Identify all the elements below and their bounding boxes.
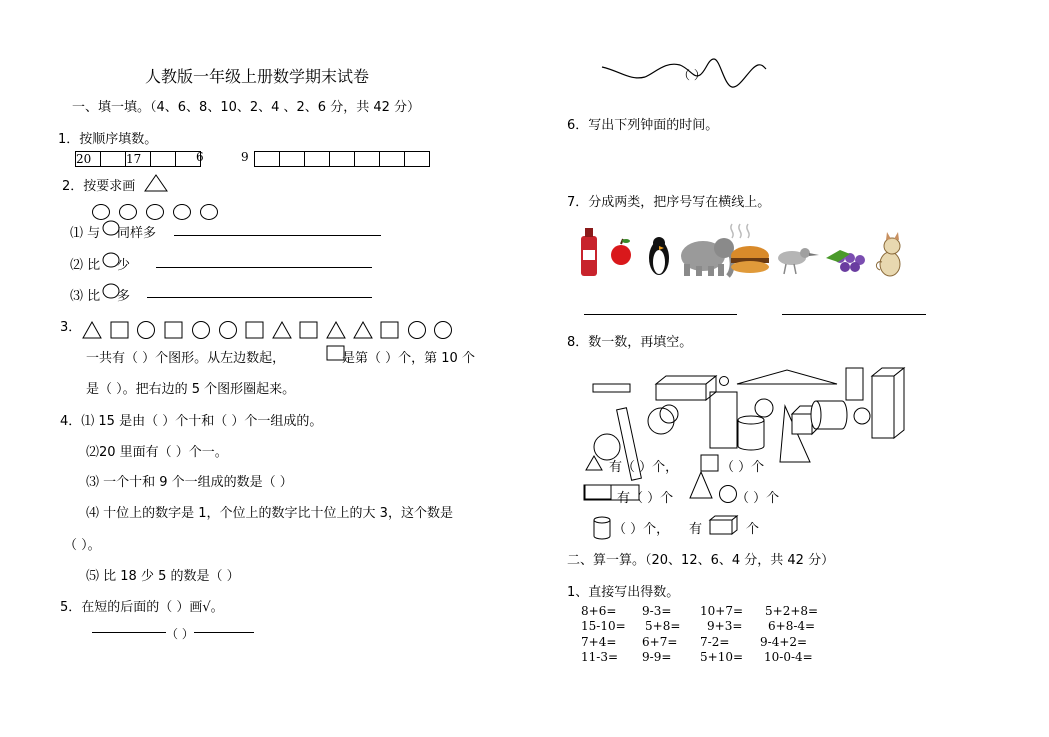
page-title: 人教版一年级上册数学期末试卷 (145, 67, 370, 86)
calc-item: 5+2+8= (765, 604, 819, 618)
triangle-icon (690, 472, 712, 498)
calc-item: 5+10= (700, 650, 744, 664)
calc-item: 15-10= (581, 619, 626, 633)
calc-item: 7+4= (581, 635, 617, 649)
grid-cell: 20 (76, 152, 101, 167)
question-4-2: ⑵20 里面有（ ）个一。 (86, 445, 228, 460)
square-icon (111, 322, 128, 338)
circle-icon (648, 408, 674, 434)
small-circle-icon (854, 408, 870, 424)
q7-pictures (578, 222, 908, 280)
q2-3-label-a: ⑶ 比 (70, 289, 101, 304)
section-1-heading: 一、填一填。（4、6、8、10、2、4 、2、6 分，共 42 分） (72, 100, 421, 115)
bird-icon (778, 248, 819, 274)
answer-line[interactable] (147, 297, 372, 298)
cylinder-icon (738, 416, 764, 450)
rectangle-icon (593, 384, 630, 392)
triangle-icon (585, 455, 605, 471)
circle-icon (147, 205, 164, 220)
calc-item: 10-0-4= (764, 650, 813, 664)
answer-line-category-2[interactable] (782, 314, 926, 315)
grid-cell[interactable] (380, 152, 405, 167)
q5-answer-paren[interactable]: （ ） (166, 627, 194, 641)
circle-icon (220, 322, 237, 339)
question-4-4-cont: （ ）。 (64, 538, 101, 553)
answer-line[interactable] (156, 267, 372, 268)
number-grid-right (254, 151, 430, 167)
grid-cell[interactable] (255, 152, 280, 167)
calc-item: 7-2= (700, 635, 730, 649)
q8-shapes-figure (580, 362, 910, 542)
rectangle-icon (584, 483, 614, 501)
ketchup-bottle-icon (581, 228, 597, 276)
question-1: 1．按顺序填数。 (58, 132, 158, 147)
q8-row3-b: 有 (689, 522, 703, 537)
square-icon (381, 322, 398, 338)
grid-cell[interactable] (280, 152, 305, 167)
triangle-icon (273, 322, 291, 338)
question-5: 5．在短的后面的（ ）画√。 (60, 600, 224, 615)
grid-number-9: 9 (241, 150, 249, 164)
lying-cylinder-icon (811, 401, 847, 429)
cuboid-icon (656, 376, 716, 400)
q8-row3-a: （ ）个， (613, 522, 670, 537)
grid-cell[interactable] (151, 152, 176, 167)
q8-row1-b: （ ）个 (721, 460, 765, 475)
elephant-icon (681, 238, 734, 276)
question-6: 6．写出下列钟面的时间。 (567, 118, 719, 133)
circle-icon (93, 205, 110, 220)
q2-2-label-a: ⑵ 比 (70, 258, 101, 273)
section-2-heading: 二、算一算。（20、12、6、4 分，共 42 分） (567, 553, 835, 568)
circle-icon (201, 205, 218, 220)
grid-cell: 17 (126, 152, 151, 167)
triangle-icon (327, 322, 345, 338)
flat-triangle-icon (737, 370, 837, 384)
q2-1-label-b: 同样多 (117, 226, 157, 241)
grid-number-6: 6 (196, 150, 204, 164)
square-icon (246, 322, 263, 338)
calc-item: 9-3= (642, 604, 672, 618)
question-7: 7．分成两类，把序号写在横线上。 (567, 195, 771, 210)
q8-row3-c: 个 (746, 522, 760, 537)
answer-line[interactable] (174, 235, 381, 236)
question-4-3: ⑶ 一个十和 9 个一组成的数是（ ） (86, 475, 293, 490)
calc-item: 9-4+2= (760, 635, 808, 649)
circle-icon (138, 322, 155, 339)
circle-icon (193, 322, 210, 339)
triangle-icon (144, 174, 168, 192)
small-circle-icon (720, 377, 729, 386)
cylinder-icon (592, 515, 614, 541)
circle-icon (435, 322, 452, 339)
q2-2-label-b: 少 (117, 258, 131, 273)
number-grid-left (75, 151, 201, 167)
question-4-5: ⑸ 比 18 少 5 的数是（ ） (86, 569, 240, 584)
answer-line-category-1[interactable] (584, 314, 737, 315)
calc-item: 5+8= (645, 619, 681, 633)
q8-row2-a: 有（ ）个 (617, 491, 674, 506)
q3-line2: 是（ ）。把右边的 5 个图形圈起来。 (86, 382, 296, 397)
grid-cell[interactable] (405, 152, 430, 167)
penguin-icon (649, 237, 669, 275)
tall-rectangle-icon (710, 392, 737, 448)
tall-rectangle-icon (846, 368, 863, 400)
q8-row1-a: 有（ ）个， (609, 460, 679, 475)
calc-title: 1、直接写出得数。 (567, 585, 680, 600)
calc-item: 11-3= (581, 650, 619, 664)
grapes-icon (826, 250, 865, 272)
triangle-icon (354, 322, 372, 338)
circle-icon (174, 205, 191, 220)
question-2: 2．按要求画 (62, 179, 136, 194)
q2-3-label-b: 多 (117, 289, 131, 304)
q3-line1a: 一共有（ ）个图形。从左边数起， (86, 351, 286, 366)
q2-1-label-a: ⑴ 与 (70, 226, 101, 241)
tall-cuboid-icon (872, 368, 904, 438)
square-icon (700, 454, 722, 472)
grid-cell[interactable] (355, 152, 380, 167)
burger-icon (731, 224, 769, 273)
triangle-icon (83, 322, 101, 338)
calc-item: 9-9= (642, 650, 672, 664)
question-3-number: 3． (60, 320, 82, 335)
cuboid-icon (709, 515, 741, 537)
wave-answer-paren[interactable]: （ ） (678, 68, 706, 82)
calc-item: 9+3= (707, 619, 743, 633)
grid-cell[interactable] (330, 152, 355, 167)
calc-item: 8+6= (581, 604, 617, 618)
calc-item: 6+8-4= (768, 619, 816, 633)
shape-sequence (82, 321, 458, 341)
grid-cell[interactable] (305, 152, 330, 167)
question-4-4: ⑷ 十位上的数字是 1，个位上的数字比十位上的大 3，这个数是 (86, 506, 453, 521)
square-icon (300, 322, 317, 338)
circle-icon (120, 205, 137, 220)
grid-cell[interactable] (101, 152, 126, 167)
question-4-1: 4．⑴ 15 是由（ ）个十和（ ）个一组成的。 (60, 414, 323, 429)
cat-icon (876, 232, 900, 276)
q8-row2-b: （ ）个 (736, 491, 780, 506)
calc-item: 6+7= (642, 635, 678, 649)
calc-item: 10+7= (700, 604, 744, 618)
apple-icon (611, 239, 631, 265)
circle-icon (409, 322, 426, 339)
square-icon (165, 322, 182, 338)
question-8: 8．数一数，再填空。 (567, 335, 693, 350)
circle-icon (755, 399, 773, 417)
q3-line1b: 是第（ ）个，第 10 个 (342, 351, 475, 366)
